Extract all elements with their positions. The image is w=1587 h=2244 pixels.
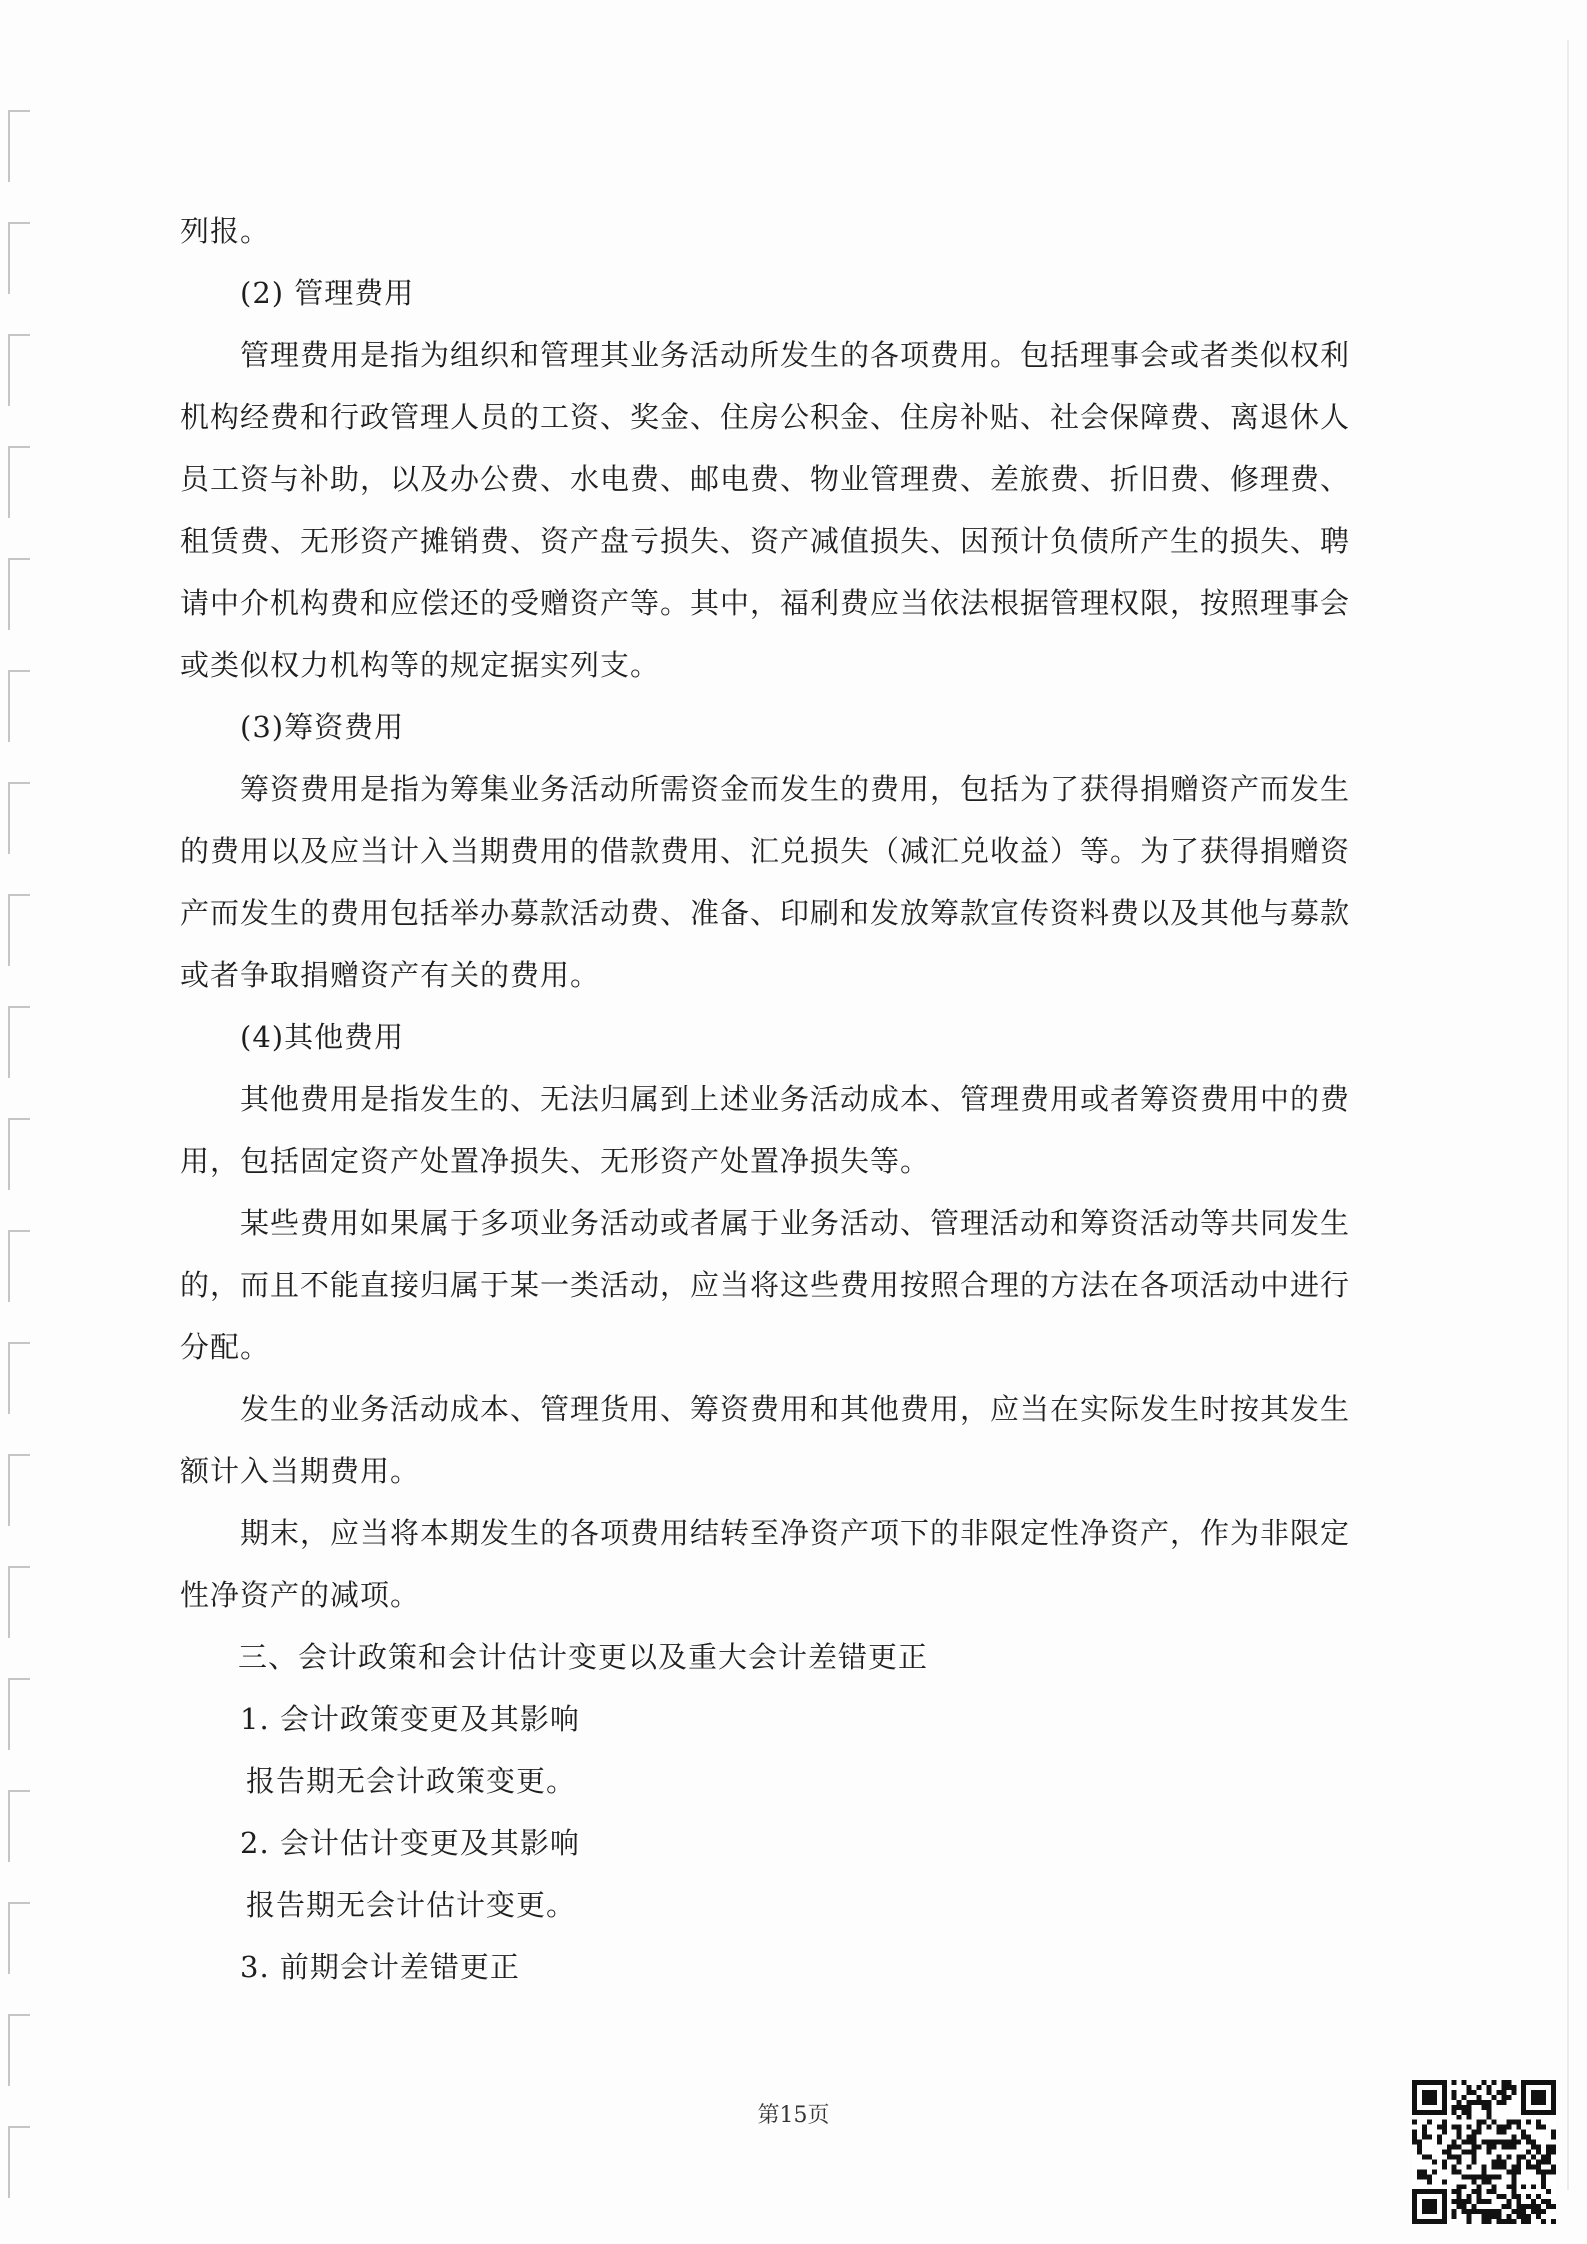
- text-line: 报告期无会计政策变更。: [246, 1764, 577, 1798]
- binding-mark: [8, 1118, 30, 1190]
- binding-mark: [8, 110, 30, 182]
- text-line: 员工资与补助，以及办公费、水电费、邮电费、物业管理费、差旅费、折旧费、修理费、: [180, 462, 1351, 496]
- text-line: 用，包括固定资产处置净损失、无形资产处置净损失等。: [180, 1144, 931, 1178]
- page-number: 第15页: [757, 2103, 830, 2128]
- binding-mark: [8, 334, 30, 406]
- binding-mark: [8, 1902, 30, 1974]
- text-line: 租赁费、无形资产摊销费、资产盘亏损失、资产减值损失、因预计负债所产生的损失、聘: [180, 524, 1351, 558]
- text-line: 额计入当期费用。: [180, 1454, 421, 1488]
- binding-mark: [8, 446, 30, 518]
- text-line: 或类似权力机构等的规定据实列支。: [180, 648, 661, 682]
- text-line: 其他费用是指发生的、无法归属到上述业务活动成本、管理费用或者筹资费用中的费: [240, 1082, 1351, 1116]
- text-line: 列报。: [180, 214, 271, 248]
- text-line: 的费用以及应当计入当期费用的借款费用、汇兑损失（减汇兑收益）等。为了获得捐赠资: [180, 834, 1351, 868]
- binding-mark: [8, 1790, 30, 1862]
- binding-mark: [8, 1342, 30, 1414]
- text-line: 期末，应当将本期发生的各项费用结转至净资产项下的非限定性净资产，作为非限定: [240, 1516, 1351, 1550]
- binding-mark: [8, 2014, 30, 2086]
- text-line: 发生的业务活动成本、管理货用、筹资费用和其他费用，应当在实际发生时按其发生: [240, 1392, 1351, 1426]
- binding-mark: [8, 1230, 30, 1302]
- text-line: (2) 管理费用: [240, 276, 415, 310]
- document-body: [180, 200, 1420, 1998]
- binding-hole-marks: [0, 0, 40, 2244]
- text-line: 性净资产的减项。: [180, 1578, 421, 1612]
- section-heading: 三、会计政策和会计估计变更以及重大会计差错更正: [238, 1640, 929, 1674]
- text-line: (4)其他费用: [240, 1020, 405, 1054]
- text-line: 请中介机构费和应偿还的受赠资产等。其中，福利费应当依法根据管理权限，按照理事会: [180, 586, 1351, 620]
- binding-mark: [8, 1006, 30, 1078]
- text-line: 3. 前期会计差错更正: [240, 1950, 520, 1984]
- text-line: 1. 会计政策变更及其影响: [240, 1702, 580, 1736]
- binding-mark: [8, 558, 30, 630]
- binding-mark: [8, 2126, 30, 2198]
- text-line: 报告期无会计估计变更。: [246, 1888, 577, 1922]
- binding-mark: [8, 1678, 30, 1750]
- verification-qr-code: [1412, 2080, 1556, 2224]
- text-line: 2. 会计估计变更及其影响: [240, 1826, 580, 1860]
- binding-mark: [8, 782, 30, 854]
- text-line: 分配。: [180, 1330, 271, 1364]
- text-line: 管理费用是指为组织和管理其业务活动所发生的各项费用。包括理事会或者类似权利: [240, 338, 1351, 372]
- text-line: 筹资费用是指为筹集业务活动所需资金而发生的费用，包括为了获得捐赠资产而发生: [240, 772, 1351, 806]
- binding-mark: [8, 894, 30, 966]
- text-line: 机构经费和行政管理人员的工资、奖金、住房公积金、住房补贴、社会保障费、离退休人: [180, 400, 1351, 434]
- text-line: 产而发生的费用包括举办募款活动费、准备、印刷和发放筹款宣传资料费以及其他与募款: [180, 896, 1351, 930]
- text-line: 某些费用如果属于多项业务活动或者属于业务活动、管理活动和筹资活动等共同发生: [240, 1206, 1351, 1240]
- binding-mark: [8, 222, 30, 294]
- page-edge-shadow: [1567, 40, 1569, 2190]
- binding-mark: [8, 670, 30, 742]
- binding-mark: [8, 1454, 30, 1526]
- text-line: (3)筹资费用: [240, 710, 405, 744]
- text-line: 或者争取捐赠资产有关的费用。: [180, 958, 601, 992]
- binding-mark: [8, 1566, 30, 1638]
- text-line: 的，而且不能直接归属于某一类活动，应当将这些费用按照合理的方法在各项活动中进行: [180, 1268, 1351, 1302]
